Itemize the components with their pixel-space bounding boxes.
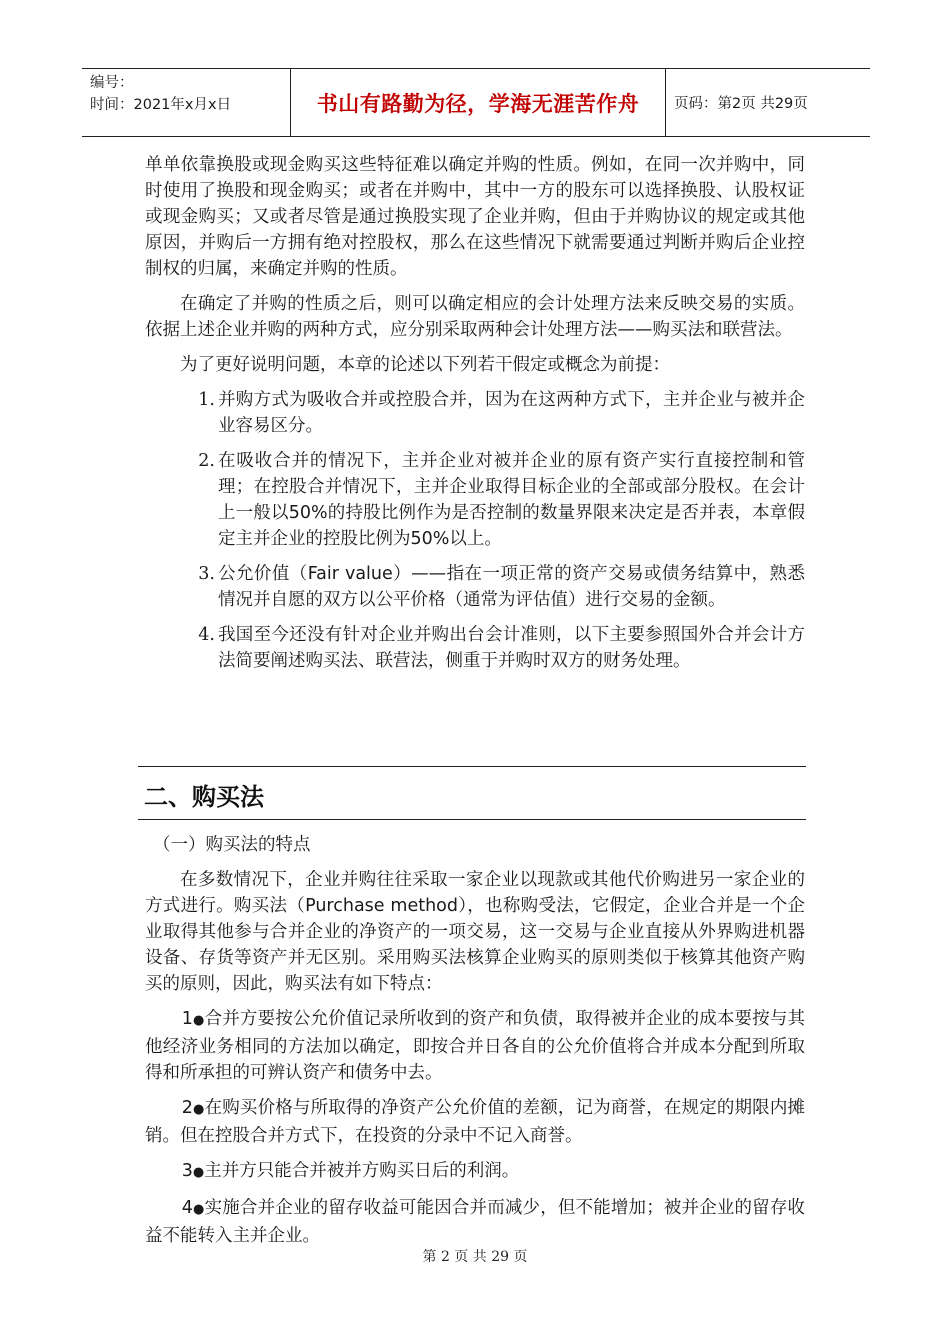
feature-item (145, 1006, 805, 1086)
paragraph-2: 在确定了并购的性质之后，则可以确定相应的会计处理方法来反映交易的实质。依据上述企业并购的两种方式，应分别采取两种会计处理方法——购买法和联营法。 (145, 294, 805, 340)
list-number: 1. (198, 390, 215, 410)
feature-text: 在购买价格与所取得的净资产公允价值的差额，记为商誉，在规定的期限内摊销。但在控股合并方式下，在投资的分录中不记入商誉。 (145, 1098, 806, 1146)
date-label: 时间：2021年x月x日 (90, 97, 232, 113)
feature-item (145, 1195, 805, 1249)
page-footer: 第 2 页 共 29 页 (422, 1249, 528, 1265)
feature-number: 3 (181, 1161, 193, 1181)
list-item (145, 448, 805, 552)
number-label: 编号： (90, 75, 134, 91)
feature-item (145, 1158, 805, 1186)
feature-text: 合并方要按公允价值记录所收到的资产和负债，取得被并企业的成本要按与其他经济业务相同的方法加以确定，即按合并日各自的公允价值将合并成本分配到所取得和所承担的可辨认资产和债务中去。 (145, 1009, 806, 1083)
feature-item (145, 1095, 805, 1149)
list-text: 我国至今还没有针对企业并购出台会计准则，以下主要参照国外合并会计方法简要阐述购买法、联营法，侧重于并购时双方的财务处理。 (218, 625, 805, 671)
section-intro: 在多数情况下，企业并购往往采取一家企业以现款或其他代价购进另一家企业的方式进行。购买法（Purchase method），也称购受法，它假定，企业合并是一个企业取得其他参与合并企业的净资产的一项交易，这一交易与企业直接从外界购进机器设备、存货等资产并无区别。采用购买法核算企业购买的原则类似于核算其他资产购买的原则，因此，购买法有如下特点： (145, 870, 805, 994)
feature-number: 1 (181, 1009, 193, 1029)
list-number: 4. (198, 625, 215, 645)
section-content (145, 832, 805, 1249)
paragraph-3: 为了更好说明问题，本章的论述以下列若干假定或概念为前提： (180, 355, 670, 375)
list-item (145, 622, 805, 674)
assumption-list (145, 387, 805, 674)
bullet-icon: ● (192, 1102, 205, 1117)
main-content (145, 152, 805, 683)
list-text: 并购方式为吸收合并或控股合并，因为在这两种方式下，主并企业与被并企业容易区分。 (218, 390, 805, 436)
paragraph-1: 单单依靠换股或现金购买这些特征难以确定并购的性质。例如，在同一次并购中，同时使用了换股和现金购买；或者在并购中，其中一方的股东可以选择换股、认股权证或现金购买；又或者尽管是通过换股实现了企业并购，但由于并购协议的规定或其他原因，并购后一方拥有绝对控股权，那么在这些情况下就需要通过判断并购后企业控制权的归属，来确定并购的性质。 (145, 155, 805, 279)
subsection-title: （一）购买法的特点 (153, 835, 311, 855)
feature-text: 主并方只能合并被并方购买日后的利润。 (204, 1161, 520, 1181)
header-page-info: 页码：第2页 共29页 (674, 96, 808, 112)
header-meta (82, 69, 290, 136)
section-heading-box (138, 766, 806, 820)
list-text: 公允价值（Fair value）——指在一项正常的资产交易或债务结算中，熟悉情况并自愿的双方以公平价格（通常为评估值）进行交易的金额。 (218, 564, 805, 610)
feature-text: 实施合并企业的留存收益可能因合并而减少，但不能增加；被并企业的留存收益不能转入主并企业。 (145, 1198, 806, 1246)
page-header (82, 68, 870, 137)
list-text: 在吸收合并的情况下，主并企业对被并企业的原有资产实行直接控制和管理；在控股合并情况下，主并企业取得目标企业的全部或部分股权。在会计上一般以50%的持股比例作为是否控制的数量界限来决定是否并表，本章假定主并企业的控股比例为50%以上。 (218, 451, 805, 549)
list-number: 2. (198, 451, 215, 471)
header-motto: 书山有路勤为径，学海无涯苦作舟 (290, 69, 666, 136)
list-item (145, 387, 805, 439)
list-item (145, 561, 805, 613)
section-title: 二、购买法 (144, 783, 264, 811)
feature-number: 4 (181, 1198, 193, 1218)
bullet-icon: ● (192, 1165, 205, 1180)
bullet-icon: ● (192, 1013, 205, 1028)
bullet-icon: ● (192, 1202, 205, 1217)
list-number: 3. (198, 564, 215, 584)
feature-number: 2 (181, 1098, 193, 1118)
